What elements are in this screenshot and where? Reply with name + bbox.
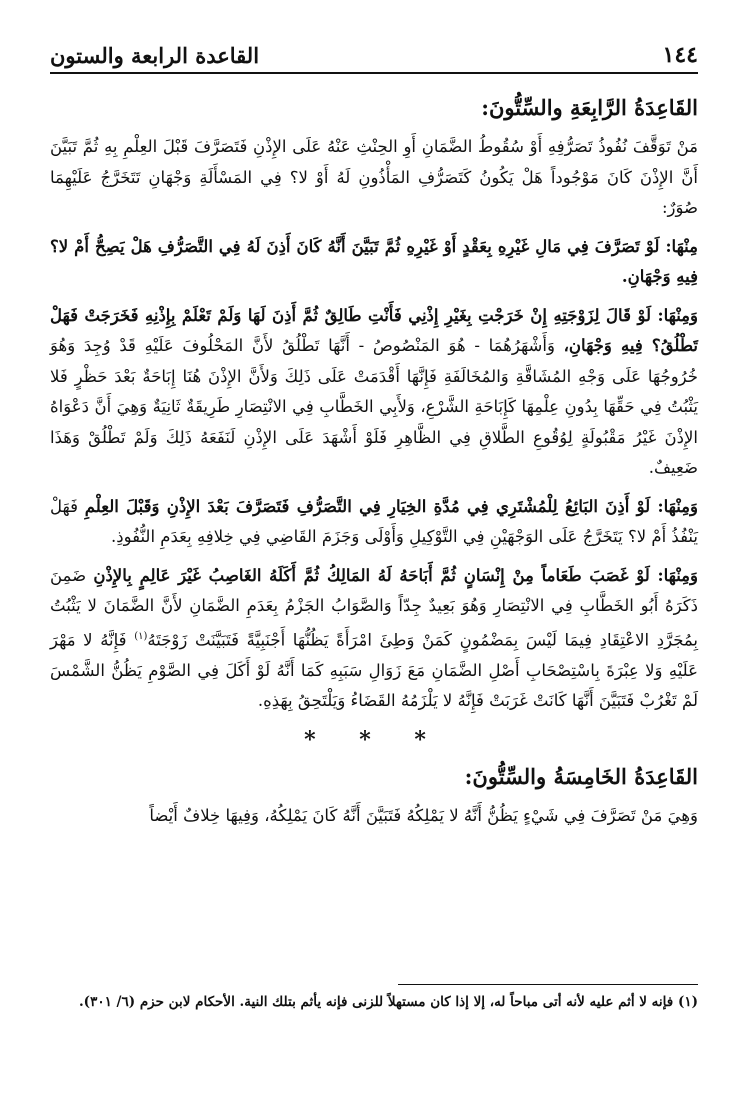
footnote-marker: (١) xyxy=(134,630,148,642)
case-paragraph-2 xyxy=(50,301,698,484)
rule-65-paragraph: وَهِيَ مَنْ تَصَرَّفَ فِي شَيْءٍ يَظُنُّ أَنَّهُ لا يَمْلِكُهُ فَتَبَيَّنَ أَنَّهُ كَانَ يَمْلِكُهُ، وَفِيهَا خِلافٌ أَيْضاً xyxy=(149,805,698,825)
section-separator: * * * xyxy=(304,726,444,753)
case-paragraph-4 xyxy=(50,561,698,717)
case-lead: وَمِنْهَا: لَوْ أَذِنَ البَائِعُ لِلْمُشْتَرِي فِي مُدَّةِ الخِيَارِ فِي التَّصَرُّفِ فَتَصَرَّفَ بَعْدَ الإِذْنِ وَقَبْلَ العِلْمِ xyxy=(84,496,698,516)
case-text: ضَمِنَ ذَكَرَهُ أَبُو الخَطَّابِ فِي الانْتِصَارِ وَهُوَ بَعِيدٌ جِدّاً وَالصَّوَابُ الجَزْمُ بِعَدَمِ الضَّمَانِ لأَنَّ الضَّمَانَ لا يَثْبُتُ بِمُجَرَّدِ الاعْتِقَادِ فِيمَا لَيْسَ بِمَضْمُونٍ كَمَنْ وَطِئَ امْرَأَةً يَظُنُّهَا أَجْنَبِيَّةً فَتَبَيَّنَتْ زَوْجَتَهُ xyxy=(50,565,699,649)
running-head xyxy=(50,38,698,74)
case-lead: مِنْهَا: لَوْ تَصَرَّفَ فِي مَالِ غَيْرِهِ بِعَقْدٍ أَوْ غَيْرِهِ ثُمَّ تَبَيَّنَ أَنَّهُ كَانَ أَذِنَ لَهُ فِي التَّصَرُّفِ هَلْ يَصِحُّ أَمْ لا؟ فِيهِ وَجْهَانِ. xyxy=(50,236,698,286)
running-title: القاعدة الرابعة والستون xyxy=(50,42,260,68)
case-lead: وَمِنْهَا: لَوْ غَصَبَ طَعَاماً مِنْ إِنْسَانٍ ثُمَّ أَبَاحَهُ لَهُ المَالِكُ ثُمَّ أَكَلَهُ الغَاصِبُ غَيْرَ عَالِمٍ بِالإِذْنِ xyxy=(93,565,698,585)
rule-heading-65: القَاعِدَةُ الخَامِسَةُ والسِّتُّونَ: xyxy=(464,763,698,789)
rule-intro-paragraph: مَنْ تَوَقَّفَ نُفُوذُ تَصَرُّفِهِ أَوْ سُقُوطُ الضَّمَانِ أَوِ الحِنْثِ عَنْهُ عَلَى الإِذْنِ فَتَصَرَّفَ قَبْلَ العِلْمِ بِهِ ثُمَّ تَبَيَّنَ أَنَّ الإِذْنَ كَانَ مَوْجُوداً هَلْ يَكُونُ كَتَصَرُّفِ المَأْذُونِ لَهُ أَوْ لا؟ فِي المَسْأَلَةِ وَجْهَانِ تَتَخَرَّجُ عَلَيْهِمَا صُوَرٌ: xyxy=(50,137,698,217)
case-text-continued: فَإِنَّهُ لا مَهْرَ عَلَيْهِ وَلا عِبْرَةَ بِاسْتِصْحَابِ أَصْلِ الضَّمَانِ مَعَ زَوَالِ سَبَبِهِ كَمَا أَنَّهُ لَوْ أَكَلَ فِي الصَّوْمِ يَظُنُّ الشَّمْسَ لَمْ تَغْرُبْ فَتَبَيَّنَ أَنَّهَا كَانَتْ غَرَبَتْ فَإِنَّهُ لا يَلْزَمُهُ القَضَاءُ وَيَلْتَحِقُ بِهَذِهِ. xyxy=(50,630,698,710)
footnote-divider xyxy=(398,984,698,985)
case-text: وَأَشْهَرُهُمَا - هُوَ المَنْصُوصُ - أَنَّهَا تَطْلُقُ لأَنَّ المَحْلُوفَ عَلَيْهِ قَدْ وُجِدَ وَهُوَ خُرُوجُهَا عَلَى وَجْهِ المُشَاقَّةِ وَالمُخَالَفَةِ فَإِنَّهَا أَقْدَمَتْ عَلَى ذَلِكَ وَلأَنَّ الإِذْنَ هُنَا إِبَاحَةٌ بَعْدَ حَظْرٍ فَلا يَثْبُتُ فِي حَقِّهَا بِدُونِ عِلْمِهَا كَإِبَاحَةِ الشَّرْعِ، وَلأَبِي الخَطَّابِ فِي الانْتِصَارِ طَرِيقَةٌ ثَانِيَةٌ وَهِيَ أَنَّ دَعْوَاهُ الإِذْنَ غَيْرُ مَقْبُولَةٍ لِوُقُوعِ الطَّلاقِ فِي الظَّاهِرِ فَلَوْ أَشْهَدَ عَلَى الإِذْنِ لَنَفَعَهُ ذَلِكَ وَلَمْ تَطْلُقْ وَهَذَا ضَعِيفٌ. xyxy=(50,336,698,477)
footnote: (١) فإنه لا أثم عليه لأنه أتى مباحاً له، إلا إذا كان مستهلاً للزنى فإنه يأثم بتلك النية. الأحكام لابن حزم (٦/ ٣٠١). xyxy=(78,994,698,1010)
case-paragraph-1 xyxy=(50,232,698,293)
case-text: فَهَلْ يَنْفُذُ أَمْ لا؟ يَتَخَرَّجُ عَلَى الوَجْهَيْنِ فِي التَّوْكِيلِ وَأَوْلَى وَجَزَمَ القَاضِي فِي خِلافِهِ بِعَدَمِ النُّفُوذِ. xyxy=(50,496,698,546)
rule-heading-64: القَاعِدَةُ الرَّابِعَةِ والسِّتُّونَ: xyxy=(481,95,698,120)
case-lead: وَمِنْهَا: لَوْ قَالَ لِزَوْجَتِهِ إِنْ خَرَجْتِ بِغَيْرِ إِذْنِي فَأَنْتِ طَالِقٌ ثُمَّ أَذِنَ لَهَا وَلَمْ تَعْلَمْ بِإِذْنِهِ فَخَرَجَتْ فَهَلْ تَطْلُقُ؟ فِيهِ وَجْهَانِ، xyxy=(50,305,698,355)
main-text xyxy=(50,90,698,839)
page-number: ١٤٤ xyxy=(662,42,698,68)
case-paragraph-3 xyxy=(50,492,698,553)
